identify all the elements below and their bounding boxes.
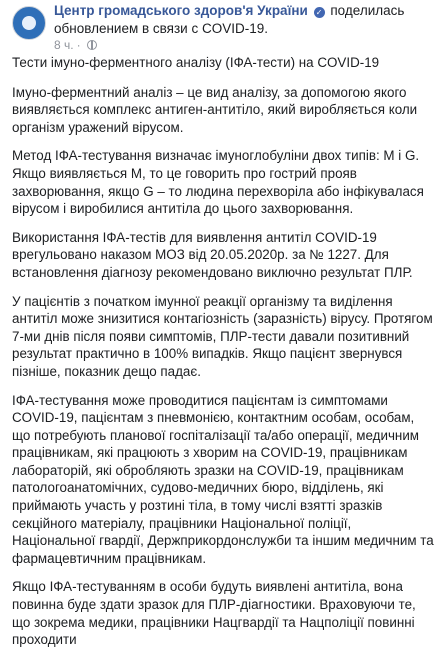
post-paragraph-3: Використання ІФА-тестів для виявлення антитіл COVID-19 врегульовано наказом МОЗ від 20.05.2020р. за № 1227. Для встановлення діагнозу рекомендовано виключно результат ПЛР. [12,229,413,280]
post-title: Тести імуно-ферментного аналізу (ІФА-тести) на COVID-19 [12,55,380,70]
globe-icon[interactable] [87,40,97,50]
post-body [6,54,434,649]
post-header [6,0,434,54]
post-paragraph-1: Імуно-ферментний аналіз – це вид аналізу, за допомогою якого виявляється комплекс антиген-антитіло, який виробляється коли організм уражений вірусом. [12,84,418,135]
meta-separator: · [76,38,81,52]
page-name-link[interactable]: Центр громадського здоров'я України [54,3,308,18]
verified-badge-icon: ✓ [314,7,325,18]
post-author-line [54,2,428,38]
page-avatar[interactable] [12,6,46,40]
post-action-text: поделилась обновлением в связи с COVID-19. [54,3,405,36]
post-timestamp[interactable]: 8 ч. [54,38,74,52]
post-paragraph-2: Метод ІФА-тестування визначає імуноглобуліни двох типів: M і G. Якщо виявляється M, то це говорить про гострий прояв захворювання, якщо G – то людина перехворіла або інфікувалася вірусом і виробилися антитіла до цього захворювання. [12,148,424,217]
post-paragraph-6: Якщо ІФА-тестуванням в особи будуть виявлені антитіла, вона повинна буде здати зразок для ПЛР-діагностики. Враховуючи те, що зокрема медики, працівники Нацгвардії та Нацполіції повинні проходити [12,579,416,648]
post-meta [54,38,97,52]
post-paragraph-4: У пацієнтів з початком імунної реакції організму та виділення антитіл може знизитися контагіозність (заразність) вірусу. Протягом 7-ми днів після появи симптомів, ПЛР-тести давали позитивний результат практично в 100% випадків. Якщо пацієнт звернувся пізніше, показник дещо падає. [12,293,433,379]
post-paragraph-5: ІФА-тестування може проводитися пацієнтам із симптомами COVID-19, пацієнтам з пневмонією, контактним особам, особам, що потребують планової госпіталізації та/або операції, медичним працівникам, які працюють з хворим на COVID-19, працівникам лабораторій, які обробляють зразки на COVID-19, працівникам патологоанатомічних, судово-медичних бюро, відділень, які приймають участь у розтині тіла, в тому числі взятті зразків секційного матеріалу, працівники Національної поліції, Національної гвардії, Держприкордонслужби та іншим медичним та фармацевтичним працівникам. [12,392,434,566]
